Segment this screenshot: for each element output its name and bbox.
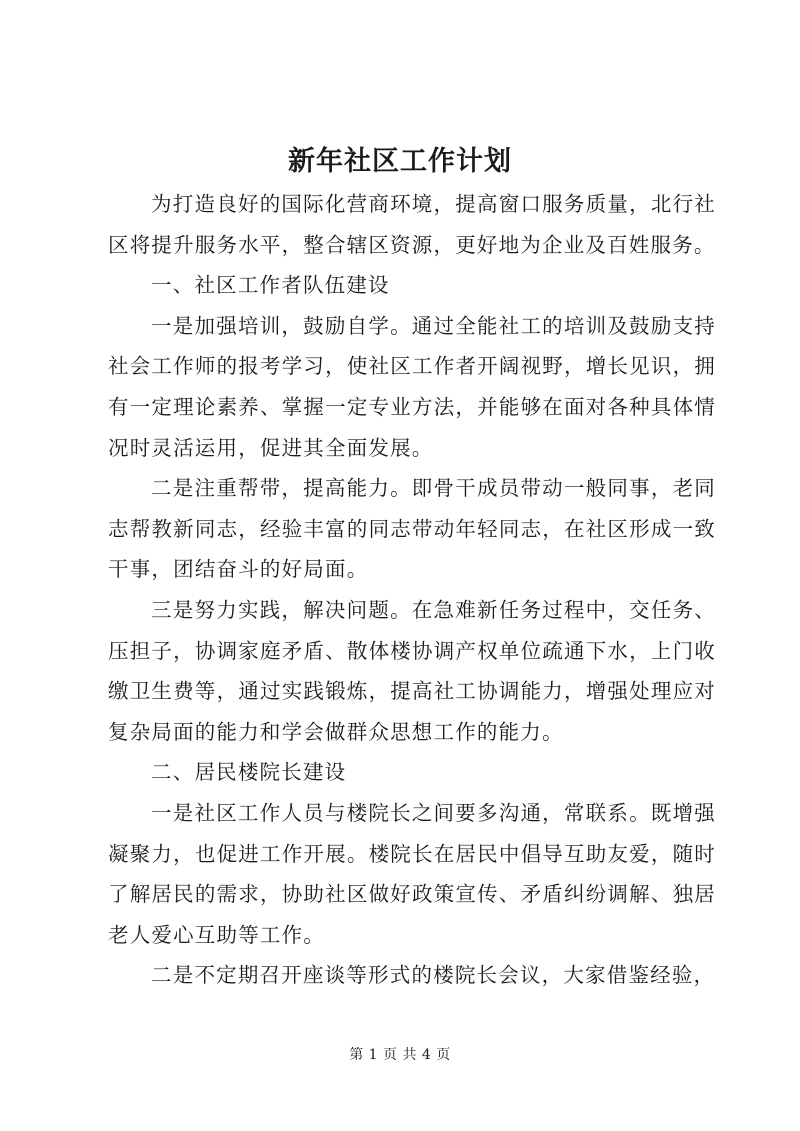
document-body [108, 184, 716, 996]
paragraph: 一是加强培训，鼓励自学。通过全能社工的培训及鼓励支持社会工作师的报考学习，使社区工作者开阔视野，增长见识，拥有一定理论素养、掌握一定专业方法，并能够在面对各种具体情况时灵活运用，促进其全面发展。 [108, 313, 716, 460]
paragraph: 一是社区工作人员与楼院长之间要多沟通，常联系。既增强凝聚力，也促进工作开展。楼院长在居民中倡导互助友爱，随时了解居民的需求，协助社区做好政策宣传、矛盾纠纷调解、独居老人爱心互助等工作。 [108, 800, 716, 947]
section-heading: 二、居民楼院长建设 [151, 760, 347, 785]
page-number-footer: 第 1 页 共 4 页 [349, 1047, 451, 1063]
paragraph: 二是注重帮带，提高能力。即骨干成员带动一般同事，老同志帮教新同志，经验丰富的同志带动年轻同志，在社区形成一致干事，团结奋斗的好局面。 [108, 476, 716, 582]
paragraph: 为打造良好的国际化营商环境，提高窗口服务质量，北行社区将提升服务水平，整合辖区资源，更好地为企业及百姓服务。 [108, 192, 716, 257]
document-title: 新年社区工作计划 [288, 146, 512, 177]
paragraph: 三是努力实践，解决问题。在急难新任务过程中，交任务、压担子，协调家庭矛盾、散体楼协调产权单位疏通下水，上门收缴卫生费等，通过实践锻炼，提高社工协调能力，增强处理应对复杂局面的能力和学会做群众思想工作的能力。 [108, 597, 716, 744]
section-heading: 一、社区工作者队伍建设 [151, 273, 390, 298]
paragraph: 二是不定期召开座谈等形式的楼院长会议，大家借鉴经验， [151, 963, 716, 988]
